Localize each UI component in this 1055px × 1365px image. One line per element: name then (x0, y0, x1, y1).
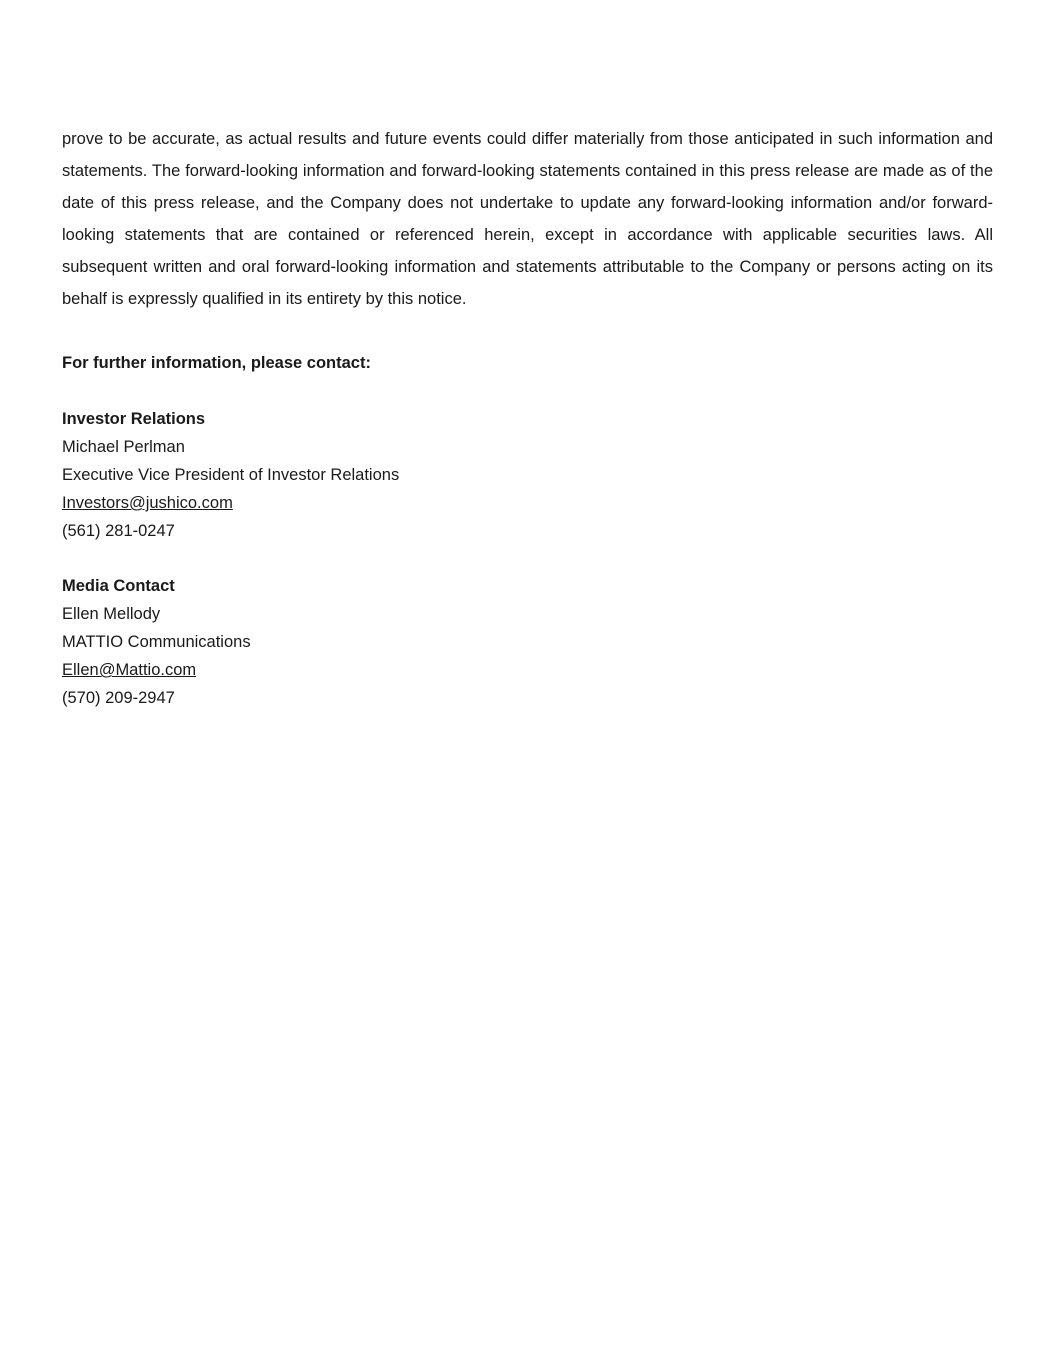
media-contact-name: Ellen Mellody (62, 605, 161, 623)
investor-phone-number: (561) 281-0247 (62, 522, 175, 540)
media-contact-company: MATTIO Communications (62, 633, 251, 651)
media-email-link[interactable]: Ellen@Mattio.com (62, 661, 197, 679)
investor-email-link[interactable]: Investors@jushico.com (62, 494, 233, 512)
investor-contact-title: Executive Vice President of Investor Relations (62, 466, 400, 484)
media-phone-number: (570) 209-2947 (62, 689, 175, 707)
investor-relations-heading: Investor Relations (62, 410, 206, 428)
investor-relations-block (62, 405, 993, 545)
page-content (62, 0, 993, 712)
media-contact-heading: Media Contact (62, 577, 175, 595)
forward-looking-disclaimer-paragraph: prove to be accurate, as actual results and future events could differ materially from those anticipated in such information and statements. The forward-looking information and forward-looking statements contained in this press release are made as of the date of this press release, and the Company does not undertake to update any forward-looking information and/or forward-looking statements that are contained or referenced herein, except in accordance with applicable securities laws. All subsequent written and oral forward-looking information and statements attributable to the Company or persons acting on its behalf is expressly qualified in its entirety by this notice. (62, 130, 993, 308)
media-contact-block (62, 572, 993, 712)
investor-contact-name: Michael Perlman (62, 438, 185, 456)
media-email-line (62, 656, 993, 684)
investor-email-line (62, 489, 993, 517)
contact-section-heading: For further information, please contact: (62, 354, 371, 372)
